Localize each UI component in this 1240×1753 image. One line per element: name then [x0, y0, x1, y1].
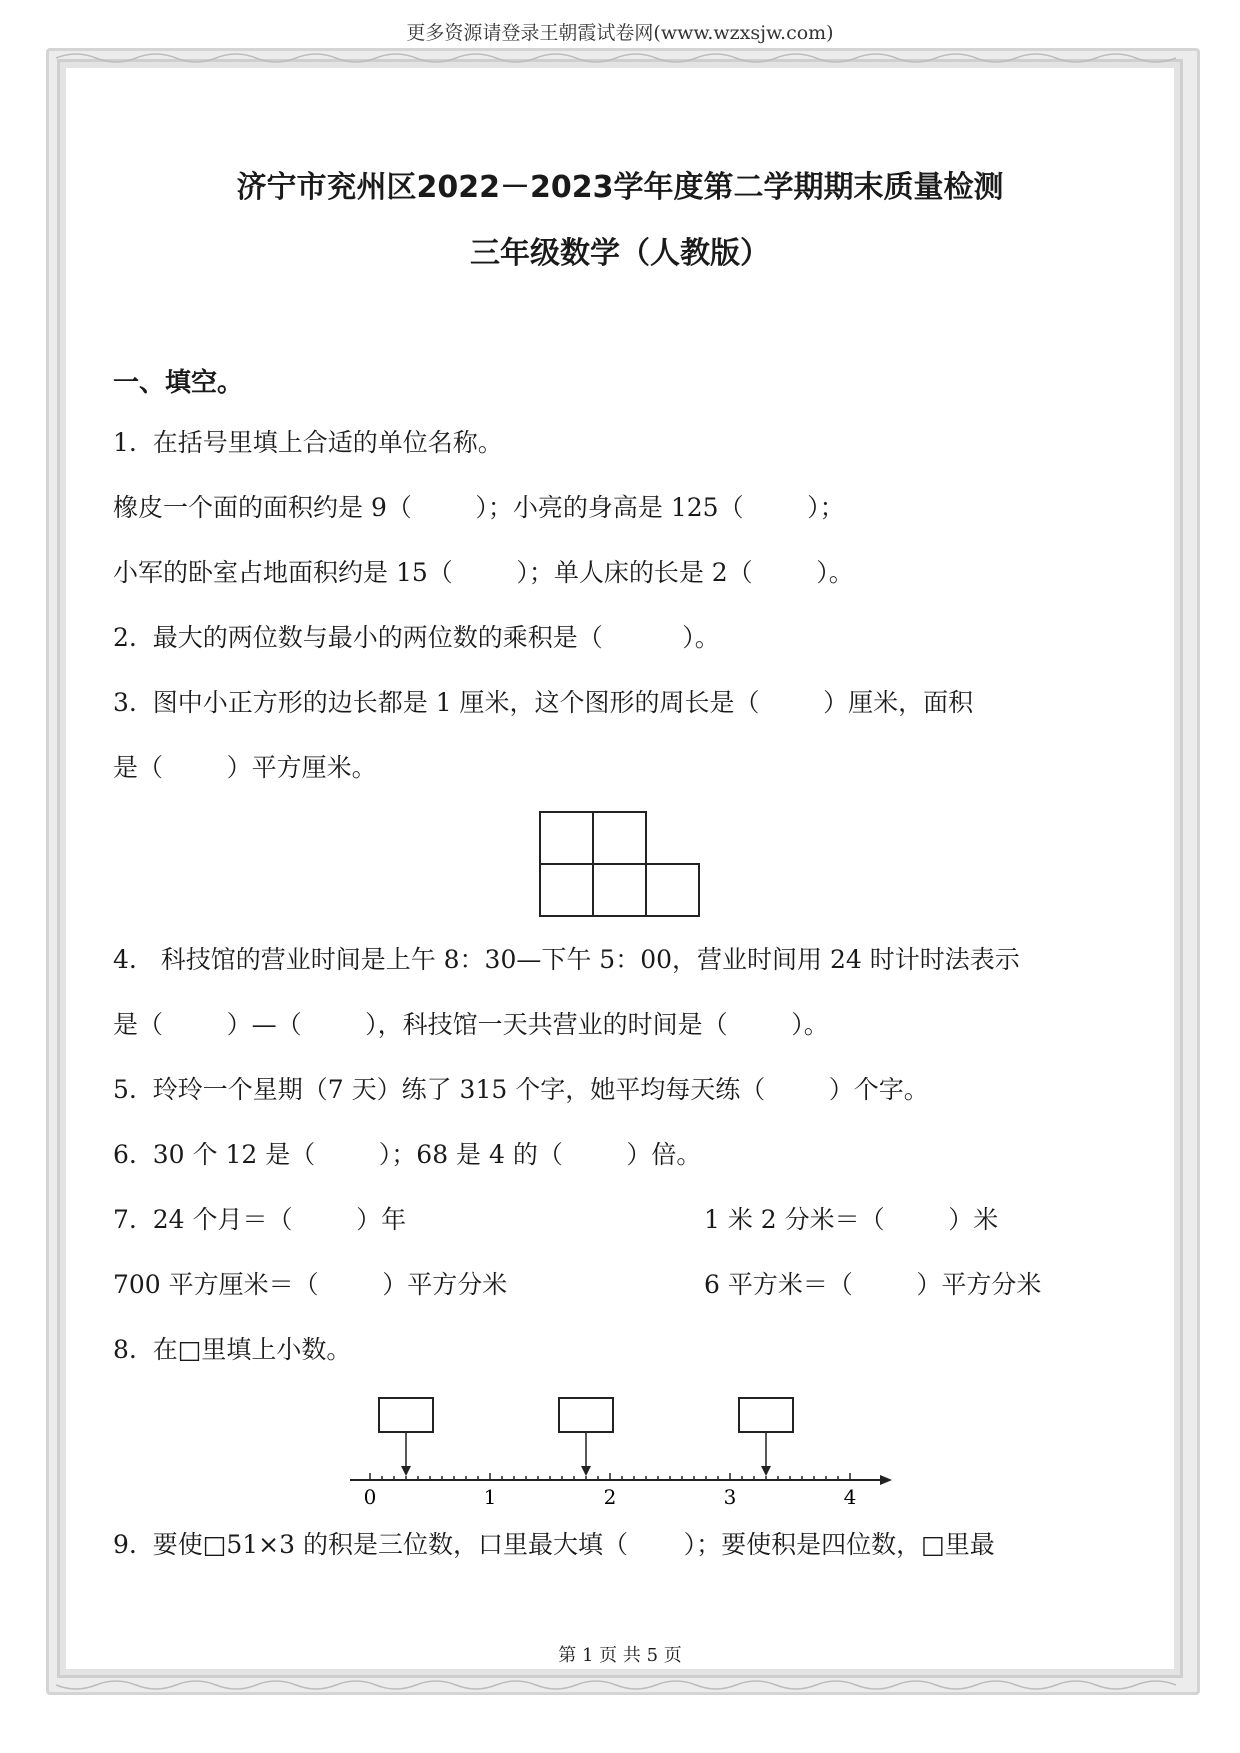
tick-label: 4 [843, 1485, 857, 1509]
tick-label: 1 [483, 1485, 497, 1509]
q7-item-a: 7. 24 个月＝（ ）年 [113, 1205, 407, 1234]
tick-label: 2 [603, 1485, 617, 1509]
q3-text-cont: 是（ ）平方厘米。 [113, 753, 377, 782]
q7-item-b: 1 米 2 分米＝（ ）米 [704, 1205, 999, 1234]
tick-label: 0 [363, 1485, 377, 1509]
q2-text: 2. 最大的两位数与最小的两位数的乘积是（ ）。 [113, 623, 720, 652]
document-title: 济宁市兖州区2022－2023学年度第二学期期末质量检测 [236, 170, 1004, 205]
q7-item-d: 6 平方米＝（ ）平方分米 [704, 1270, 1042, 1299]
q6-text: 6. 30 个 12 是（ ）；68 是 4 的（ ）倍。 [113, 1140, 702, 1169]
page-number: 第 1 页 共 5 页 [558, 1645, 682, 1666]
answer-box [739, 1398, 793, 1432]
pointer-arrowhead [761, 1466, 771, 1476]
q1-text: 1. 在括号里填上合适的单位名称。 [113, 428, 503, 457]
pointer-arrowhead [581, 1466, 591, 1476]
square-top-left [540, 812, 593, 864]
squares-figure [538, 810, 702, 918]
square-bottom-mid [593, 864, 646, 916]
section-heading-fill-blank: 一、填空。 [113, 368, 244, 398]
square-bottom-left [540, 864, 593, 916]
square-top-mid [593, 812, 646, 864]
answer-box [559, 1398, 613, 1432]
number-line [340, 1390, 900, 1512]
q8-text: 8. 在□里填上小数。 [113, 1335, 352, 1364]
q7-item-c: 700 平方厘米＝（ ）平方分米 [113, 1270, 508, 1299]
document-subtitle: 三年级数学（人教版） [470, 236, 770, 271]
square-bottom-right [646, 864, 699, 916]
q3-text: 3. 图中小正方形的边长都是 1 厘米，这个图形的周长是（ ）厘米，面积 [113, 688, 974, 717]
q9-text: 9. 要使□51×3 的积是三位数，口里最大填（ ）；要使积是四位数，□里最 [113, 1530, 995, 1559]
q4-text-cont: 是（ ）—（ ），科技馆一天共营业的时间是（ ）。 [113, 1010, 829, 1039]
q5-text: 5. 玲玲一个星期（7 天）练了 315 个字，她平均每天练（ ）个字。 [113, 1075, 929, 1104]
pointer-arrowhead [401, 1466, 411, 1476]
q4-text: 4. 科技馆的营业时间是上午 8：30—下午 5：00，营业时间用 24 时计时法表示 [113, 945, 1020, 974]
tick-label: 3 [723, 1485, 737, 1509]
q1-line-b: 小军的卧室占地面积约是 15（ ）；单人床的长是 2（ ）。 [113, 558, 854, 587]
q1-line-a: 橡皮一个面的面积约是 9（ ）；小亮的身高是 125（ ）； [113, 493, 845, 522]
answer-box [379, 1398, 433, 1432]
number-line-arrowhead [880, 1475, 892, 1485]
site-header: 更多资源请登录王朝霞试卷网(www.wzxsjw.com) [406, 22, 834, 44]
